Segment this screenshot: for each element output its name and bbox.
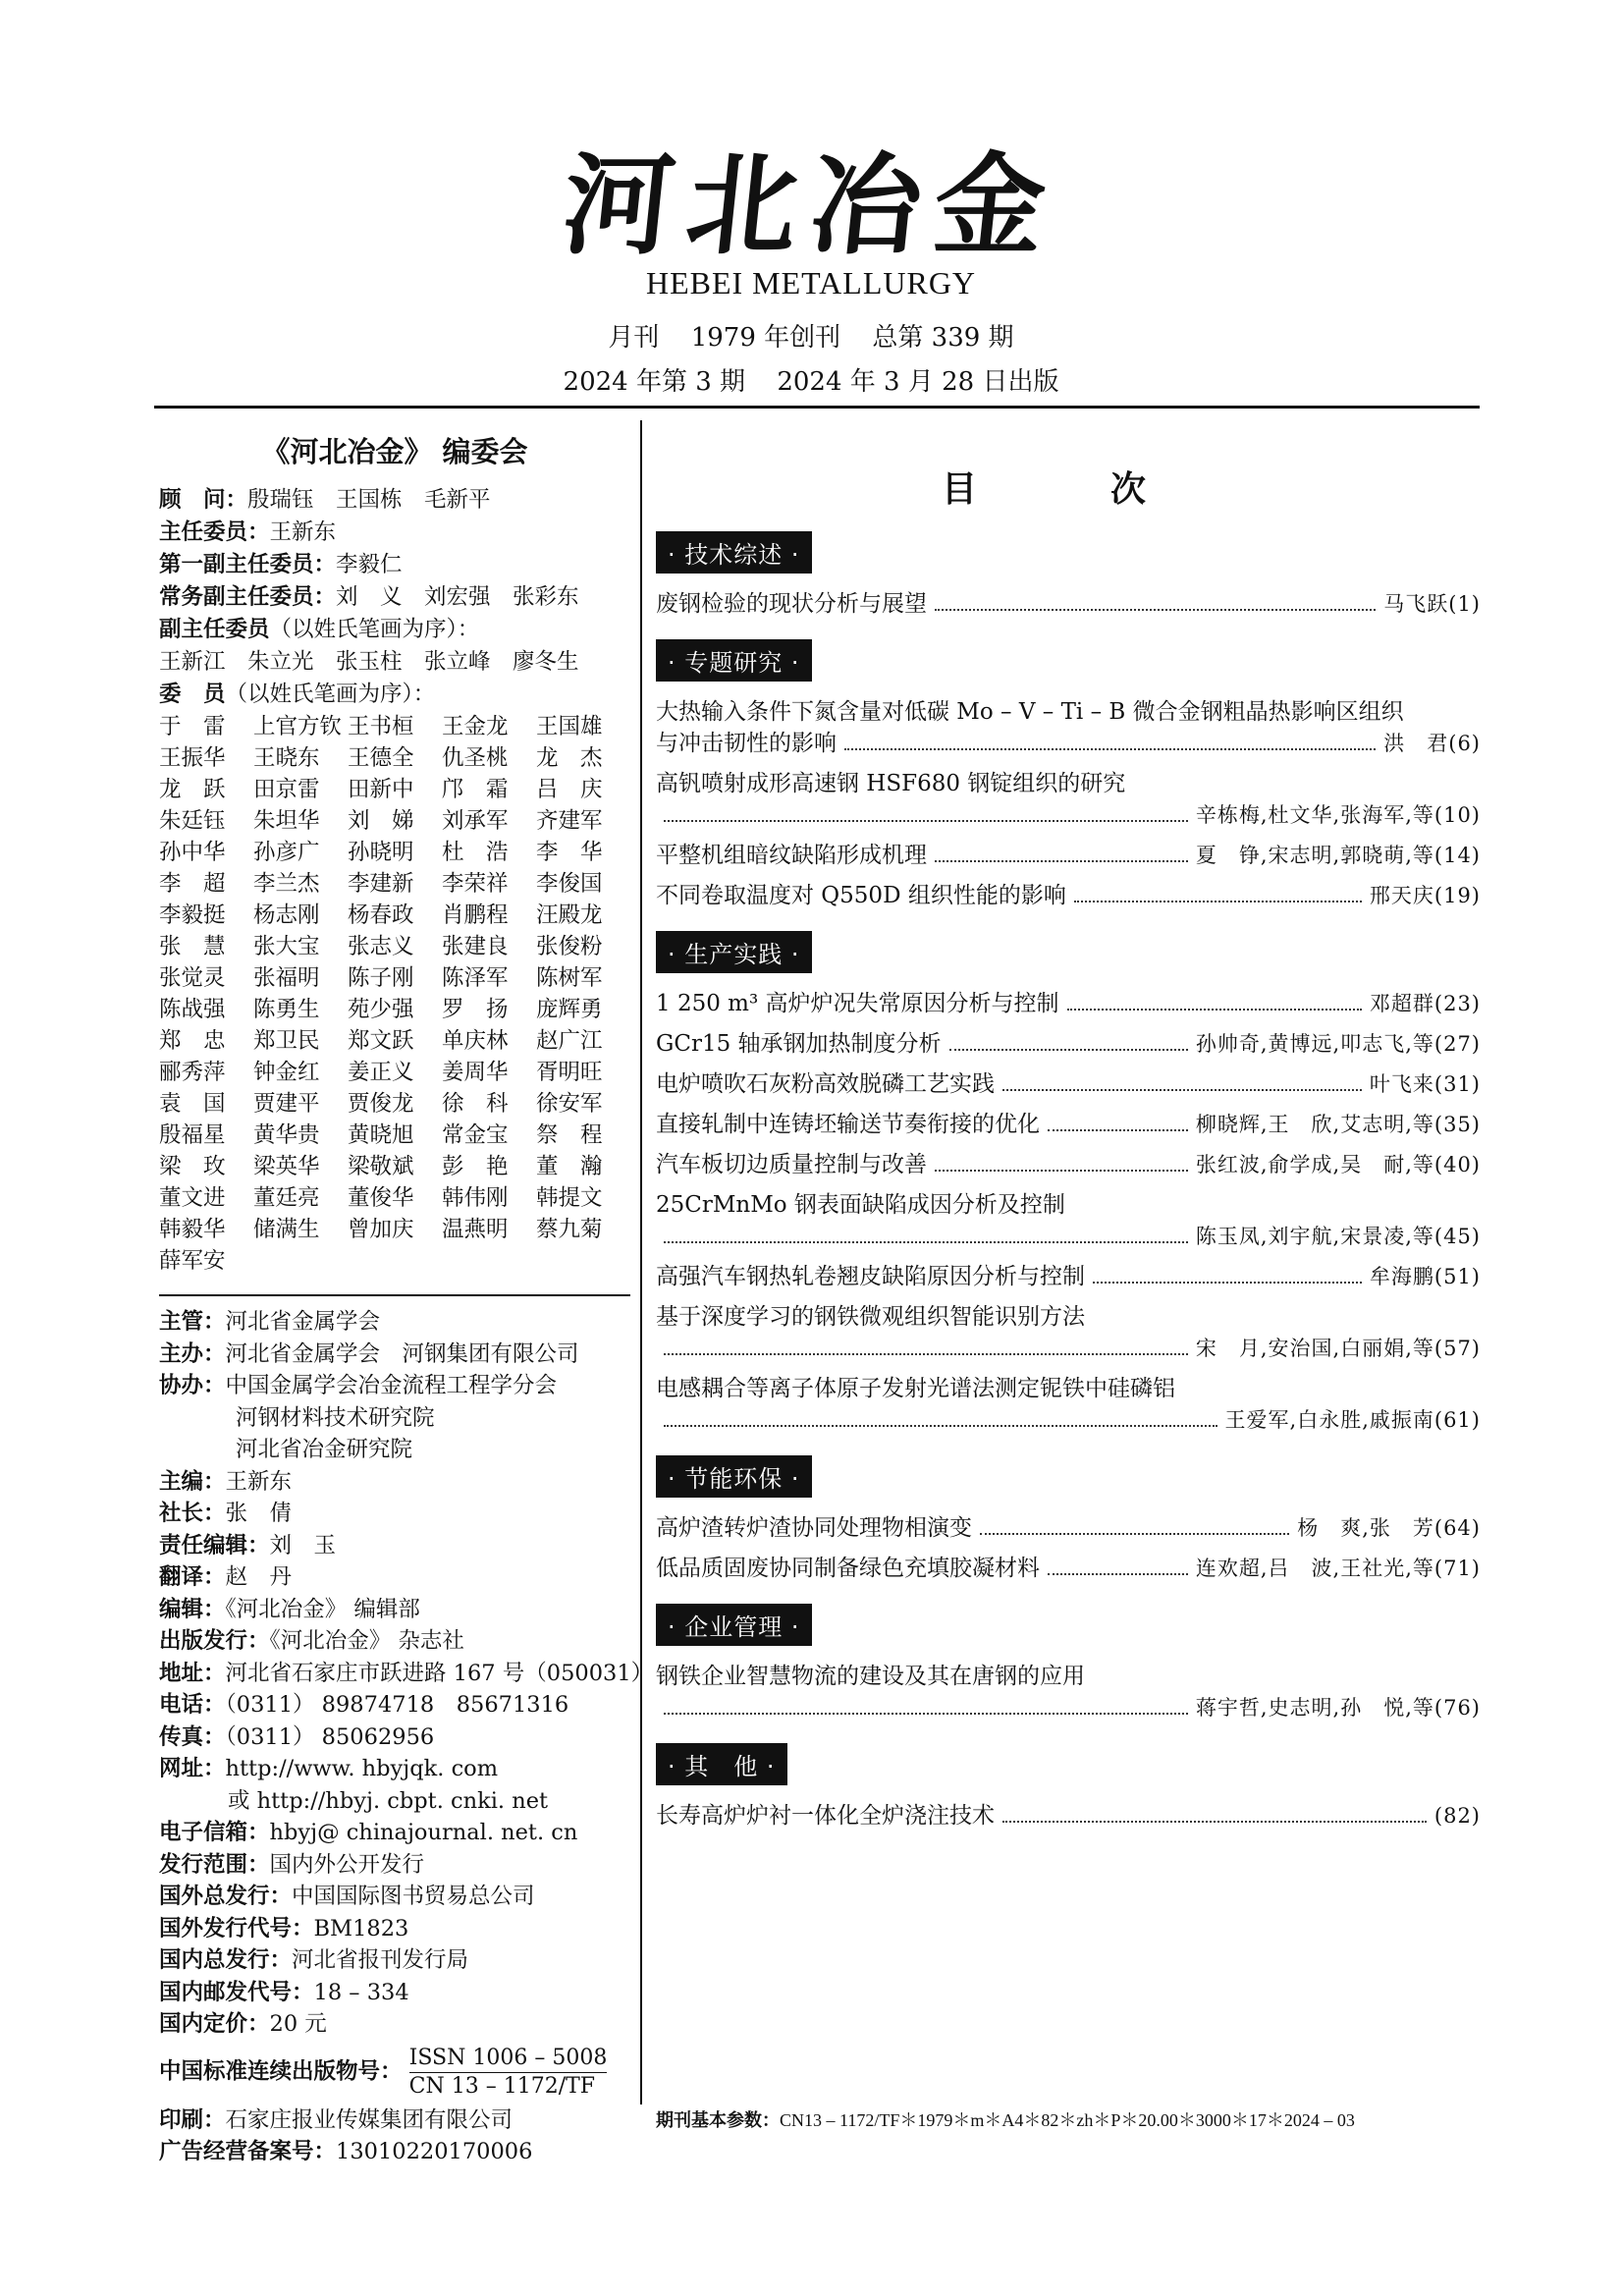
ad-row (159, 2136, 630, 2168)
board-member: 董廷亮 (253, 1185, 320, 1211)
translator-label: 翻译： (159, 1564, 226, 1590)
toc-entry[interactable] (656, 1661, 1481, 1723)
header-divider (154, 406, 1480, 409)
sponsor: 河北省金属学会 (225, 1309, 381, 1335)
exec-vice-label: 常务副主任委员： (159, 584, 337, 610)
email[interactable]: hbyj@ chinajournal. net. cn (269, 1820, 578, 1845)
toc-entry-line2 (656, 799, 1481, 831)
toc-entry-line (656, 1512, 1481, 1544)
price: 20 元 (269, 2011, 327, 2037)
board-member: 李荣祥 (442, 871, 509, 897)
board-member: 朱廷钰 (159, 808, 226, 834)
board-member: 于 雷 (159, 714, 226, 739)
intl: 中国国际图书贸易总公司 (292, 1884, 535, 1909)
board-member: 曾加庆 (348, 1217, 414, 1242)
toc-entry-author-page: 杨 爽,张 芳(64) (1297, 1516, 1481, 1540)
address-label: 地址： (159, 1660, 226, 1686)
toc-entry-line (656, 1068, 1481, 1100)
board-member: 杨志刚 (253, 902, 320, 928)
board-member: 郑 忠 (159, 1028, 226, 1054)
host-label: 主办： (159, 1340, 226, 1367)
board-member: 徐安军 (536, 1091, 603, 1117)
vice-row (159, 614, 630, 646)
leader-dots (664, 1713, 1188, 1715)
board-member: 黄晓旭 (348, 1122, 414, 1148)
toc-entry[interactable] (656, 1149, 1481, 1180)
board-member: 胥明旺 (536, 1060, 603, 1085)
issn-row (159, 2045, 630, 2101)
fax-label: 传真： (159, 1723, 226, 1750)
print-label: 印刷： (159, 2106, 226, 2133)
table-of-contents (656, 422, 1481, 1840)
leader-dots (1048, 1573, 1188, 1575)
toc-entry-title: 25CrMnMo 钢表面缺陷成因分析及控制 (656, 1192, 1065, 1218)
leader-dots (935, 609, 1376, 611)
board-member: 上官方钦 (253, 714, 343, 739)
first-vice: 李毅仁 (336, 552, 403, 577)
website[interactable]: http://www. hbyjqk. com (225, 1756, 499, 1781)
toc-entry-line2 (656, 1692, 1481, 1723)
toc-entry[interactable] (656, 1068, 1481, 1100)
toc-entry[interactable] (656, 588, 1481, 620)
phone-label: 电话： (159, 1692, 226, 1718)
toc-entry-author-page: 蒋宇哲,史志明,孙 悦,等(76) (1195, 1696, 1481, 1720)
board-member: 龙 跃 (159, 777, 226, 802)
editor-label: 主编： (159, 1468, 226, 1495)
board-member: 储满生 (253, 1217, 320, 1242)
toc-entry-title: 电炉喷吹石灰粉高效脱磷工艺实践 (656, 1071, 995, 1097)
toc-entry[interactable] (656, 880, 1481, 911)
leader-dots (1093, 1282, 1362, 1284)
board-member: 黄华贵 (253, 1122, 320, 1148)
price-label: 国内定价： (159, 2011, 270, 2037)
website-row (159, 1753, 630, 1785)
toc-entry-author-page: 马飞跃(1) (1383, 592, 1481, 616)
leader-dots (664, 1353, 1188, 1355)
board-member: 田新中 (348, 777, 414, 802)
toc-entry-title: 汽车板切边质量控制与改善 (656, 1152, 927, 1177)
toc-entry[interactable] (656, 1512, 1481, 1544)
board-member: 王国雄 (536, 714, 603, 739)
toc-entry-line (656, 880, 1481, 911)
issn-label: 中国标准连续出版物号： (159, 2058, 403, 2084)
toc-entry-author-page: 孙帅奇,黄博远,叩志飞,等(27) (1195, 1032, 1481, 1056)
board-member: 邝 霜 (442, 777, 509, 802)
issue-number: 2024 年第 3 期 (563, 367, 746, 397)
board-member: 徐 科 (442, 1091, 509, 1117)
publication-info (159, 1306, 654, 2168)
first-vice-row (159, 549, 630, 581)
toc-entry-author-page: 牟海鹏(51) (1369, 1265, 1481, 1288)
journal-english-title: HEBEI METALLURGY (645, 265, 977, 301)
board-member: 祭 程 (536, 1122, 603, 1148)
editor-row (159, 1466, 630, 1499)
board-member: 陈战强 (159, 997, 226, 1022)
board-member: 郑文跃 (348, 1028, 414, 1054)
board-member: 孙晓明 (348, 840, 414, 865)
toc-entry[interactable] (656, 988, 1481, 1019)
leader-dots (1048, 1129, 1188, 1131)
leader-dots (664, 1425, 1217, 1427)
leader-dots (1074, 901, 1362, 902)
cn-number: CN 13 – 1172/TF (408, 2073, 596, 2099)
toc-entry[interactable] (656, 1028, 1481, 1060)
issn: ISSN 1006 – 5008 (409, 2045, 608, 2073)
board-member: 韩提文 (536, 1185, 603, 1211)
board-member: 孙中华 (159, 840, 226, 865)
board-member: 薛军安 (159, 1248, 226, 1274)
toc-entry-title: 长寿高炉炉衬一体化全炉浇注技术 (656, 1803, 995, 1829)
journal-logo: 河北冶金 (557, 141, 1065, 270)
board-member: 仇圣桃 (442, 745, 509, 771)
board-member: 钟金红 (253, 1060, 320, 1085)
resp-editor-label: 责任编辑： (159, 1532, 270, 1558)
vice-names: 王新江 朱立光 张玉柱 张立峰 廖冬生 (159, 649, 579, 675)
board-member: 李兰杰 (253, 871, 320, 897)
post-row (159, 1977, 630, 2009)
toc-entry[interactable] (656, 840, 1481, 871)
toc-entry-author-page: 叶飞来(31) (1369, 1072, 1481, 1096)
scope-row (159, 1849, 630, 1882)
toc-entry-title: GCr15 轴承钢加热制度分析 (656, 1031, 942, 1057)
toc-entry-title-cont: 与冲击韧性的影响 (656, 731, 837, 756)
publish-date: 2024 年 3 月 28 日出版 (777, 367, 1059, 397)
toc-section-heading: · 技术综述 · (656, 531, 812, 574)
leader-dots (1002, 1821, 1427, 1823)
dom: 河北省报刊发行局 (292, 1947, 469, 1973)
toc-entry-title: 基于深度学习的钢铁微观组织智能识别方法 (656, 1304, 1085, 1330)
toc-section-heading: · 其 他 · (656, 1743, 787, 1785)
scope-label: 发行范围： (159, 1851, 270, 1878)
toc-entry-title: 高炉渣转炉渣协同处理物相演变 (656, 1515, 972, 1541)
toc-section-heading: · 专题研究 · (656, 639, 812, 682)
board-member: 郑卫民 (253, 1028, 320, 1054)
publisher-row (159, 1625, 630, 1658)
board-member: 郦秀萍 (159, 1060, 226, 1085)
fax-row (159, 1722, 630, 1754)
board-member: 陈勇生 (253, 997, 320, 1022)
dom-label: 国内总发行： (159, 1947, 293, 1973)
toc-entry-author-page: 张红波,俞学成,吴 耐,等(40) (1195, 1153, 1481, 1176)
board-member: 董俊华 (348, 1185, 414, 1211)
board-member: 王金龙 (442, 714, 509, 739)
toc-entry-line (656, 1149, 1481, 1180)
toc-section-heading: · 企业管理 · (656, 1604, 812, 1646)
board-member: 刘 娣 (348, 808, 414, 834)
board-member: 李 超 (159, 871, 226, 897)
board-member: 常金宝 (442, 1122, 509, 1148)
leader-dots (1067, 1009, 1362, 1011)
board-member: 单庆林 (442, 1028, 509, 1054)
toc-entry-title: 电感耦合等离子体原子发射光谱法测定铌铁中硅磷铝 (656, 1376, 1175, 1401)
board-member: 罗 扬 (442, 997, 509, 1022)
board-member: 杜 浩 (442, 840, 509, 865)
co-org-3: 河北省冶金研究院 (236, 1437, 413, 1462)
toc-entry-line (656, 840, 1481, 871)
members-grid (159, 711, 630, 1277)
board-member: 孙彦广 (253, 840, 320, 865)
board-member: 陈树军 (536, 965, 603, 991)
office-row (159, 1594, 630, 1626)
toc-entry-line (656, 988, 1481, 1019)
founded-year: 1979 年创刊 (690, 323, 841, 353)
toc-entry-author-page: 宋 月,安治国,白丽娟,等(57) (1195, 1337, 1481, 1360)
toc-title: 目 次 (941, 469, 1195, 510)
toc-entry-author-page: 王爱军,白永胜,戚振南(61) (1224, 1408, 1481, 1432)
toc-entry[interactable] (656, 1109, 1481, 1140)
board-member: 殷福星 (159, 1122, 226, 1148)
co-org-2: 河钢材料技术研究院 (236, 1404, 435, 1431)
toc-entry-line (656, 1109, 1481, 1140)
board-member: 姜正义 (348, 1060, 414, 1085)
toc-entry-title: 钢铁企业智慧物流的建设及其在唐钢的应用 (656, 1664, 1085, 1689)
resp-editor: 刘 玉 (269, 1532, 337, 1558)
toc-entry-author-page: 夏 铮,宋志明,郭晓萌,等(14) (1195, 844, 1481, 867)
director-label: 主任委员： (159, 519, 270, 545)
board-member: 肖鹏程 (442, 902, 509, 928)
phone-row (159, 1689, 630, 1722)
board-member: 杨春政 (348, 902, 414, 928)
sponsor-row (159, 1306, 630, 1339)
toc-entry-title: 低品质固废协同制备绿色充填胶凝材料 (656, 1556, 1040, 1581)
toc-entry-line (656, 1261, 1481, 1292)
toc-entry[interactable] (656, 696, 1481, 759)
price-row (159, 2008, 630, 2041)
board-member: 蔡九菊 (536, 1217, 603, 1242)
board-member: 庞辉勇 (536, 997, 603, 1022)
print-row (159, 2105, 630, 2137)
toc-entry-line2 (656, 1333, 1481, 1364)
board-member: 张志义 (348, 934, 414, 959)
info-divider (159, 1294, 630, 1296)
parameters-label: 期刊基本参数： (656, 2110, 780, 2131)
toc-entry-title: 不同卷取温度对 Q550D 组织性能的影响 (656, 883, 1066, 908)
board-member: 汪殿龙 (536, 902, 603, 928)
board-member: 袁 国 (159, 1091, 226, 1117)
intl-code-label: 国外发行代号： (159, 1915, 314, 1941)
publisher: 《河北冶金》 杂志社 (269, 1628, 464, 1654)
toc-entry-author-page: 陈玉凤,刘宇航,宋景凌,等(45) (1195, 1225, 1481, 1248)
fax: （0311） 85062956 (225, 1723, 435, 1750)
publication-info-line1 (0, 317, 1622, 354)
parameters-value: CN13 – 1172/TF＊1979＊m＊A4＊82＊zh＊P＊20.00＊3000＊17＊2024 – 03 (780, 2110, 1355, 2130)
website-alt[interactable]: 或 http://hbyj. cbpt. cnki. net (228, 1787, 549, 1814)
leader-dots (844, 748, 1376, 750)
address-row (159, 1658, 654, 1690)
post-label: 国内邮发代号： (159, 1979, 314, 2005)
vice-label: 副主任委员 (159, 617, 270, 642)
editorial-board-column (159, 422, 654, 2168)
first-vice-label: 第一副主任委员： (159, 552, 337, 577)
co-org-1: 中国金属学会冶金流程工程学分会 (225, 1373, 558, 1398)
board-member: 赵广江 (536, 1028, 603, 1054)
toc-entry-author-page: 洪 君(6) (1383, 732, 1481, 755)
toc-entry[interactable] (656, 1373, 1481, 1436)
vice-note: （以姓氏笔画为序）： (269, 617, 480, 642)
toc-entry[interactable] (656, 768, 1481, 831)
leader-dots (980, 1533, 1289, 1535)
leader-dots (664, 820, 1188, 822)
journal-parameters (656, 2106, 1355, 2132)
ad-label: 广告经营备案号： (159, 2139, 337, 2164)
toc-entry-title: 高钒喷射成形高速钢 HSF680 钢锭组织的研究 (656, 771, 1126, 796)
board-member: 李毅挺 (159, 902, 226, 928)
publisher-label: 出版发行： (159, 1628, 270, 1654)
board-member: 李俊国 (536, 871, 603, 897)
toc-entry-line2 (656, 1404, 1481, 1436)
board-member: 韩伟刚 (442, 1185, 509, 1211)
toc-entry-title: 大热输入条件下氮含量对低碳 Mo – V – Ti – B 微合金钢粗晶热影响区组织 (656, 699, 1404, 725)
board-member: 张建良 (442, 934, 509, 959)
frequency: 月刊 (608, 323, 660, 353)
sponsor-label: 主管： (159, 1309, 226, 1335)
toc-entry[interactable] (656, 1553, 1481, 1584)
resp-editor-row (159, 1530, 630, 1562)
leader-dots (1002, 1089, 1362, 1091)
toc-entry-author-page: 辛栋梅,杜文华,张海军,等(10) (1195, 803, 1481, 827)
toc-section-heading: · 生产实践 · (656, 931, 812, 973)
toc-entry-title: 废钢检验的现状分析与展望 (656, 591, 927, 617)
toc-entry-title: 平整机组暗纹缺陷形成机理 (656, 843, 927, 868)
translator: 赵 丹 (225, 1564, 293, 1590)
toc-entry-title: 高强汽车钢热轧卷翘皮缺陷原因分析与控制 (656, 1264, 1085, 1289)
board-member: 温燕明 (442, 1217, 509, 1242)
co-label: 协办： (159, 1373, 226, 1398)
board-member: 陈子刚 (348, 965, 414, 991)
toc-entry-line2 (656, 728, 1481, 759)
host: 河北省金属学会 河钢集团有限公司 (225, 1340, 579, 1367)
board-member: 姜周华 (442, 1060, 509, 1085)
board-member: 王振华 (159, 745, 226, 771)
editor: 王新东 (225, 1468, 293, 1495)
intl-row (159, 1881, 630, 1913)
board-member: 苑少强 (348, 997, 414, 1022)
toc-entry-author-page: 连欢超,吕 波,王社光,等(71) (1195, 1557, 1481, 1580)
director-row (159, 517, 630, 549)
toc-entry-author-page: (82) (1433, 1804, 1481, 1828)
email-label: 电子信箱： (159, 1820, 270, 1845)
toc-entry[interactable] (656, 1301, 1481, 1364)
advisors-label: 顾 问： (159, 487, 248, 513)
board-member: 梁敬斌 (348, 1154, 414, 1179)
president-label: 社长： (159, 1501, 226, 1526)
director: 王新东 (269, 519, 337, 545)
board-member: 刘承军 (442, 808, 509, 834)
translator-row (159, 1561, 630, 1594)
intl-code: BM1823 (313, 1915, 409, 1941)
issn-block (409, 2045, 608, 2101)
board-member: 陈泽军 (442, 965, 509, 991)
advisors: 殷瑞钰 王国栋 毛新平 (247, 487, 491, 513)
toc-entry-line (656, 1553, 1481, 1584)
leader-dots (935, 860, 1188, 862)
toc-entry-line (656, 588, 1481, 620)
toc-entry-line (656, 1028, 1481, 1060)
toc-section-heading: · 节能环保 · (656, 1455, 812, 1498)
website-label: 网址： (159, 1756, 226, 1781)
board-member: 李 华 (536, 840, 603, 865)
board-member: 张福明 (253, 965, 320, 991)
leader-dots (949, 1049, 1188, 1051)
board-member: 彭 艳 (442, 1154, 509, 1179)
toc-entry-author-page: 柳晓辉,王 欣,艾志明,等(35) (1195, 1113, 1481, 1136)
board-member: 梁 玫 (159, 1154, 226, 1179)
post: 18 – 334 (313, 1979, 409, 2005)
board-member: 龙 杰 (536, 745, 603, 771)
column-divider (640, 420, 642, 2105)
board-member: 董文进 (159, 1185, 226, 1211)
toc-entry-line (656, 1800, 1481, 1831)
board-member: 齐建军 (536, 808, 603, 834)
board-member: 朱坦华 (253, 808, 320, 834)
printer: 石家庄报业传媒集团有限公司 (225, 2106, 514, 2133)
board-member: 张俊粉 (536, 934, 603, 959)
office-label: 编辑： (159, 1596, 226, 1622)
scope: 国内外公开发行 (269, 1851, 425, 1878)
address: 河北省石家庄市跃进路 167 号（050031） (225, 1660, 654, 1686)
board-member: 贾建平 (253, 1091, 320, 1117)
toc-entry[interactable] (656, 1261, 1481, 1292)
dom-row (159, 1944, 630, 1977)
president-row (159, 1498, 630, 1530)
board-title: 《河北冶金》 编委会 (261, 435, 528, 468)
board-member: 董 瀚 (536, 1154, 603, 1179)
board-member: 贾俊龙 (348, 1091, 414, 1117)
members-row (159, 679, 630, 711)
board-member: 李建新 (348, 871, 414, 897)
board-member: 王书桓 (348, 714, 414, 739)
office: 《河北冶金》 编辑部 (225, 1596, 420, 1622)
ad-license: 13010220170006 (336, 2139, 533, 2164)
email-row (159, 1817, 630, 1849)
president: 张 倩 (225, 1501, 293, 1526)
advisors-row (159, 484, 630, 517)
board-member: 张 慧 (159, 934, 226, 959)
board-member: 韩毅华 (159, 1217, 226, 1242)
host-row (159, 1339, 630, 1371)
intl-code-row (159, 1913, 630, 1945)
toc-body (656, 520, 1481, 1831)
leader-dots (935, 1170, 1188, 1172)
leader-dots (664, 1241, 1188, 1243)
toc-entry-title: 1 250 m³ 高炉炉况失常原因分析与控制 (656, 991, 1059, 1016)
exec-vice: 刘 义 刘宏强 张彩东 (336, 584, 579, 610)
board-member: 田京雷 (253, 777, 320, 802)
co-row (159, 1370, 630, 1402)
board-member: 梁英华 (253, 1154, 320, 1179)
intl-label: 国外总发行： (159, 1884, 293, 1909)
toc-entry[interactable] (656, 1189, 1481, 1252)
board-member: 王晓东 (253, 745, 320, 771)
board-member: 王德全 (348, 745, 414, 771)
toc-entry-line2 (656, 1221, 1481, 1252)
toc-entry-author-page: 邓超群(23) (1369, 992, 1481, 1015)
members-note: （以姓氏笔画为序）： (225, 682, 436, 707)
board-member: 张大宝 (253, 934, 320, 959)
board-member: 吕 庆 (536, 777, 603, 802)
toc-entry[interactable] (656, 1800, 1481, 1831)
board-member: 张觉灵 (159, 965, 226, 991)
members-label: 委 员 (159, 682, 226, 707)
publication-info-line2 (0, 361, 1622, 398)
exec-vice-row (159, 581, 630, 614)
toc-entry-title: 直接轧制中连铸坯输送节奏衔接的优化 (656, 1112, 1040, 1137)
toc-entry-author-page: 邢天庆(19) (1369, 884, 1481, 907)
total-issue: 总第 339 期 (872, 323, 1014, 353)
phone: （0311） 89874718 85671316 (225, 1692, 569, 1718)
